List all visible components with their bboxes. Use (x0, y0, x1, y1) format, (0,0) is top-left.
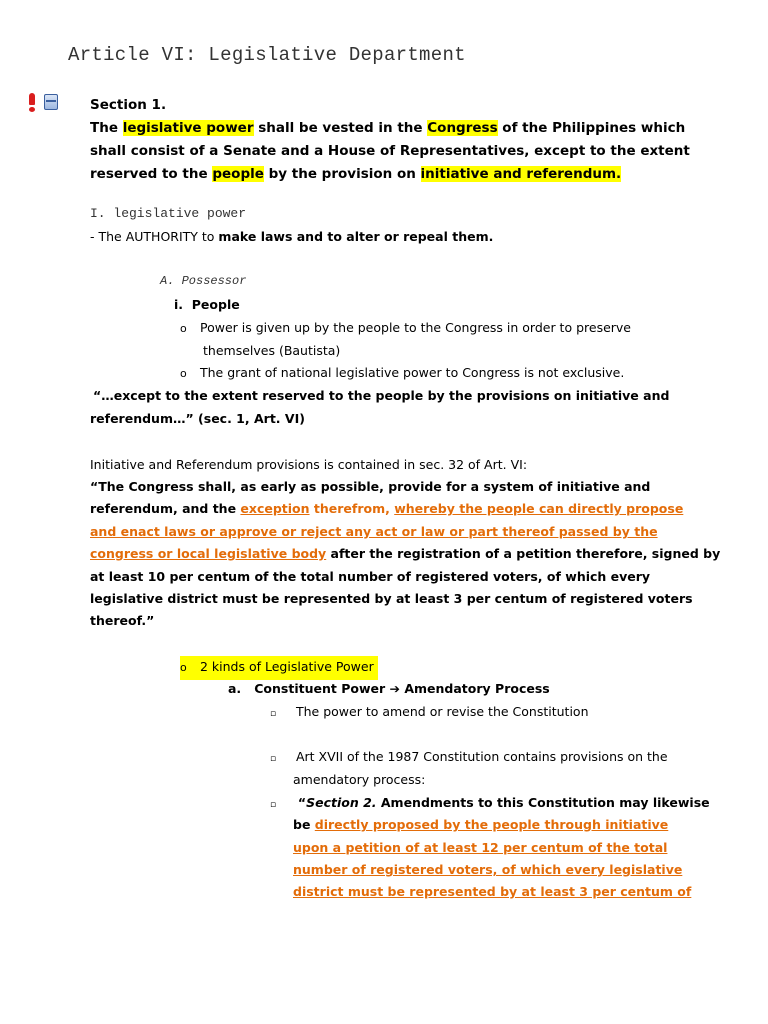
initiative-line: at least 10 per centum of the total number of registered voters, of which every (90, 569, 651, 584)
list-item-cont: number of registered voters, of which every legislative (293, 862, 683, 877)
list-item: ▫ “Section 2. Amendments to this Constitution may likewise (270, 795, 710, 810)
list-item-cont: themselves (Bautista) (203, 343, 341, 358)
initiative-line: congress or local legislative body after the registration of a petition therefore, signed by (90, 546, 721, 561)
margin-icons (28, 93, 58, 111)
initiative-line: referendum, and the exception therefrom, whereby the people can directly propose (90, 501, 684, 516)
kinds-heading: o 2 kinds of Legislative Power (180, 656, 378, 680)
section-line-1: The legislative power shall be vested in the Congress of the Philippines which (90, 120, 686, 136)
section-line-3: reserved to the people by the provision on initiative and referendum. (90, 166, 622, 182)
page-title: Article VI: Legislative Department (68, 44, 466, 66)
list-item-cont: be directly proposed by the people through initiative (293, 817, 669, 832)
list-item: ▫ The power to amend or revise the Constitution (270, 704, 589, 719)
possessor-heading: A. Possessor (160, 274, 247, 288)
arrow-icon: ➔ (389, 681, 400, 696)
list-item: o Power is given up by the people to the Congress in order to preserve (180, 320, 631, 335)
part-1-heading: I. legislative power (90, 206, 247, 221)
initiative-line: and enact laws or approve or reject any act or law or part thereof passed by the (90, 524, 658, 539)
quote-line-2: referendum…” (sec. 1, Art. VI) (90, 411, 305, 426)
list-item: o The grant of national legislative power to Congress is not exclusive. (180, 365, 625, 380)
initiative-line: legislative district must be represented by at least 3 per centum of registered voters (90, 591, 693, 606)
section-line-2: shall consist of a Senate and a House of Representatives, except to the extent (90, 143, 690, 159)
section-heading: Section 1. (90, 97, 167, 113)
highlight-people: people (212, 166, 264, 182)
list-item-cont: district must be represented by at least 3 per centum of (293, 884, 692, 899)
exclamation-icon[interactable] (28, 93, 36, 111)
initiative-intro: Initiative and Referendum provisions is contained in sec. 32 of Art. VI: (90, 457, 528, 472)
constituent-power: a. Constituent Power ➔ Amendatory Process (228, 681, 550, 696)
quote-line-1: “…except to the extent reserved to the people by the provisions on initiative and (93, 388, 670, 403)
list-item-cont: amendatory process: (293, 772, 426, 787)
initiative-line: thereof.” (90, 613, 155, 628)
section-1 (90, 94, 690, 186)
sub-people: i. People (174, 297, 240, 312)
highlight-congress: Congress (427, 120, 498, 136)
database-icon[interactable] (44, 94, 58, 110)
highlight-legislative-power: legislative power (122, 120, 254, 136)
highlight-initiative: initiative and referendum. (420, 166, 622, 182)
list-item: ▫ Art XVII of the 1987 Constitution contains provisions on the (270, 749, 668, 764)
list-item-cont: upon a petition of at least 12 per centum of the total (293, 840, 668, 855)
initiative-line: “The Congress shall, as early as possible, provide for a system of initiative and (90, 479, 651, 494)
definition: - The AUTHORITY to make laws and to alter or repeal them. (90, 229, 494, 244)
